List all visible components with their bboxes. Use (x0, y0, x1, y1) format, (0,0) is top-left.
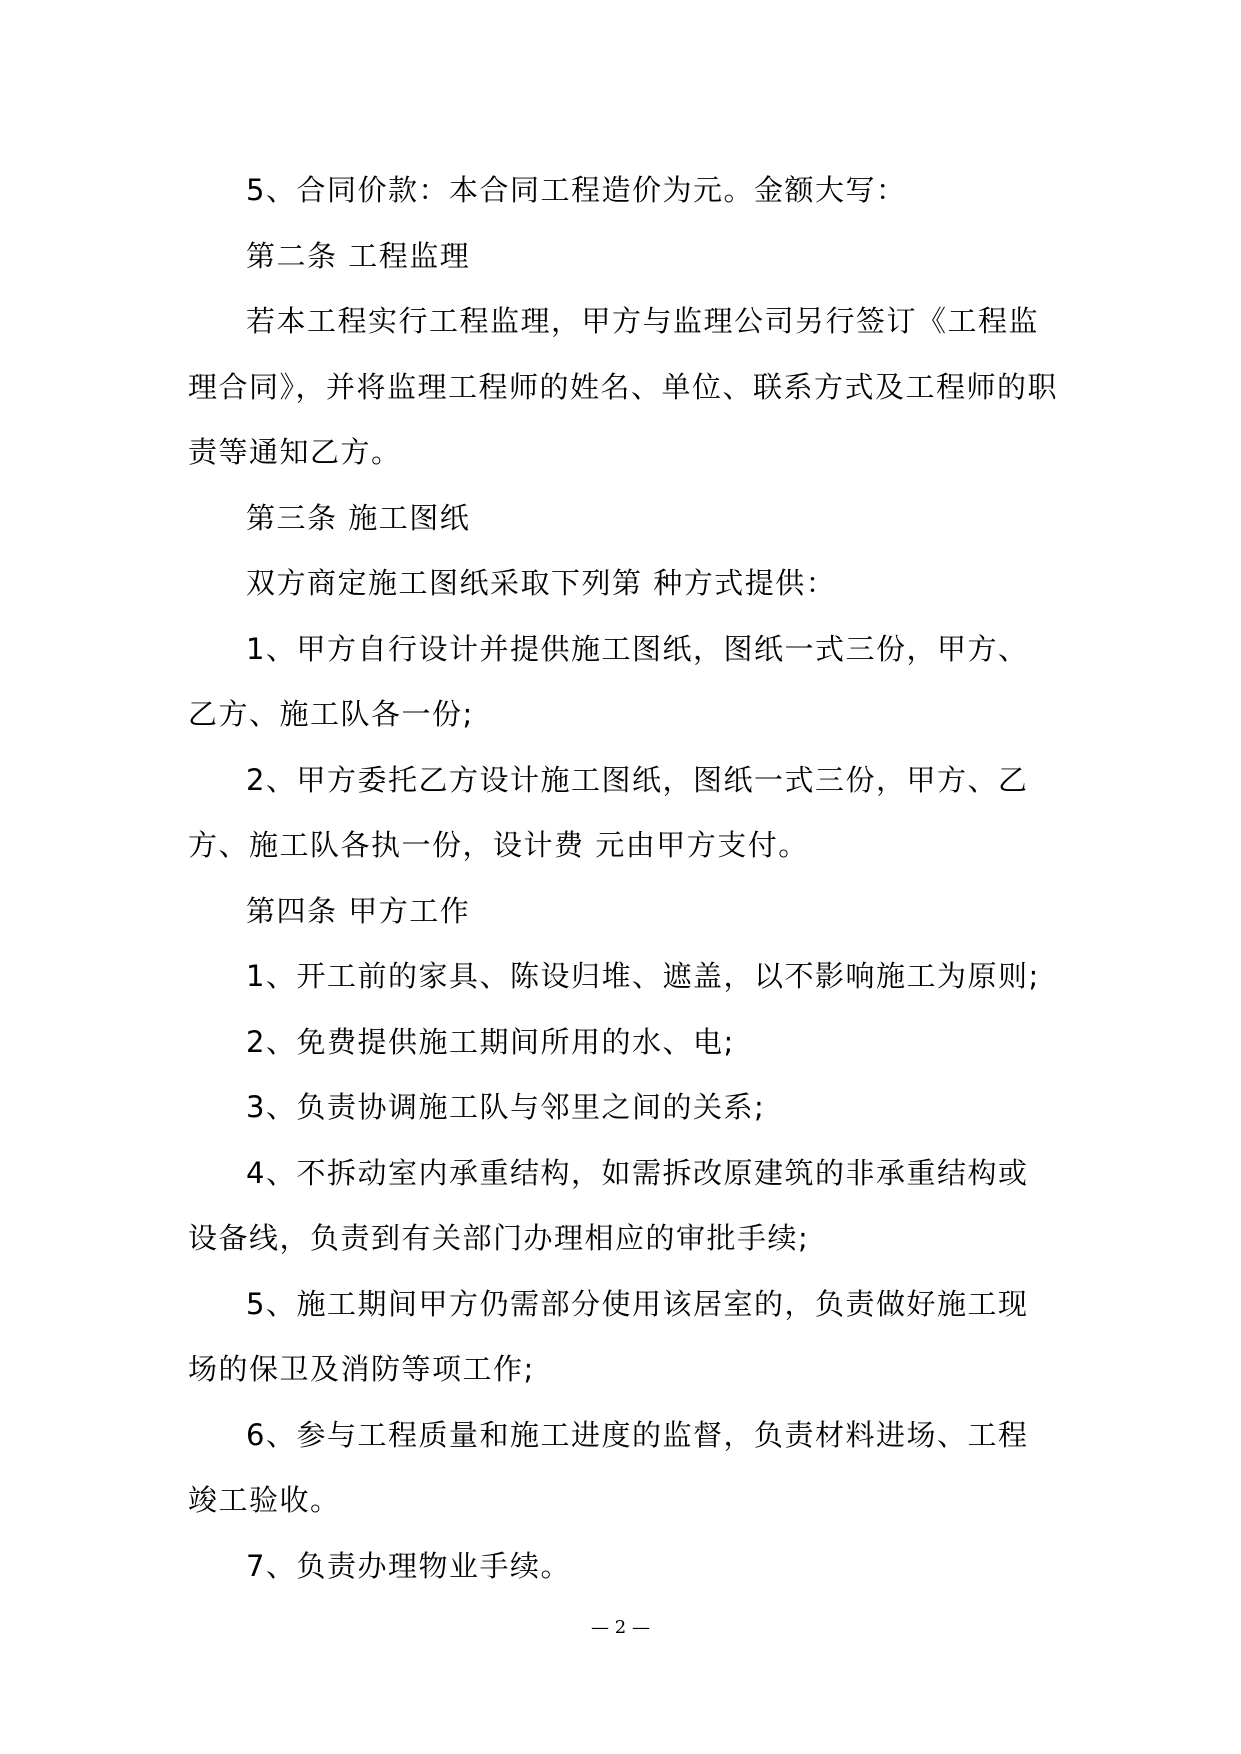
clause-paragraph: 2、免费提供施工期间所用的水、电; (246, 1024, 735, 1059)
clause-paragraph: 1、甲方自行设计并提供施工图纸，图纸一式三份，甲方、乙方、施工队各一份; (188, 631, 1029, 731)
clause-paragraph: 2、甲方委托乙方设计施工图纸，图纸一式三份，甲方、乙方、施工队各执一份，设计费 元由甲方支付。 (188, 762, 1029, 862)
clause-paragraph: 6、参与工程质量和施工进度的监督，负责材料进场、工程竣工验收。 (188, 1417, 1029, 1517)
clause-paragraph: 1、开工前的家具、陈设归堆、遮盖，以不影响施工为原则; (246, 959, 1040, 993)
clause-paragraph: 5、施工期间甲方仍需部分使用该居室的，负责做好施工现场的保卫及消防等项工作; (188, 1286, 1029, 1386)
page-number: — 2 — (591, 1617, 650, 1638)
clause-paragraph: 7、负责办理物业手续。 (246, 1548, 571, 1583)
clause-paragraph: 5、合同价款：本合同工程造价为元。金额大写： (246, 173, 907, 207)
section-heading: 第二条 工程监理 (246, 238, 471, 273)
clause-paragraph: 4、不拆动室内承重结构，如需拆改原建筑的非承重结构或设备线，负责到有关部门办理相应的审批手续; (188, 1155, 1029, 1255)
clause-paragraph: 若本工程实行工程监理，甲方与监理公司另行签订《工程监理合同》，并将监理工程师的姓名、单位、联系方式及工程师的职责等通知乙方。 (188, 304, 1059, 469)
clause-paragraph: 3、负责协调施工队与邻里之间的关系; (246, 1090, 766, 1124)
section-heading: 第四条 甲方工作 (246, 893, 471, 928)
section-heading: 第三条 施工图纸 (246, 500, 471, 535)
clause-paragraph: 双方商定施工图纸采取下列第 种方式提供： (246, 566, 837, 600)
document-body (188, 158, 1058, 1599)
